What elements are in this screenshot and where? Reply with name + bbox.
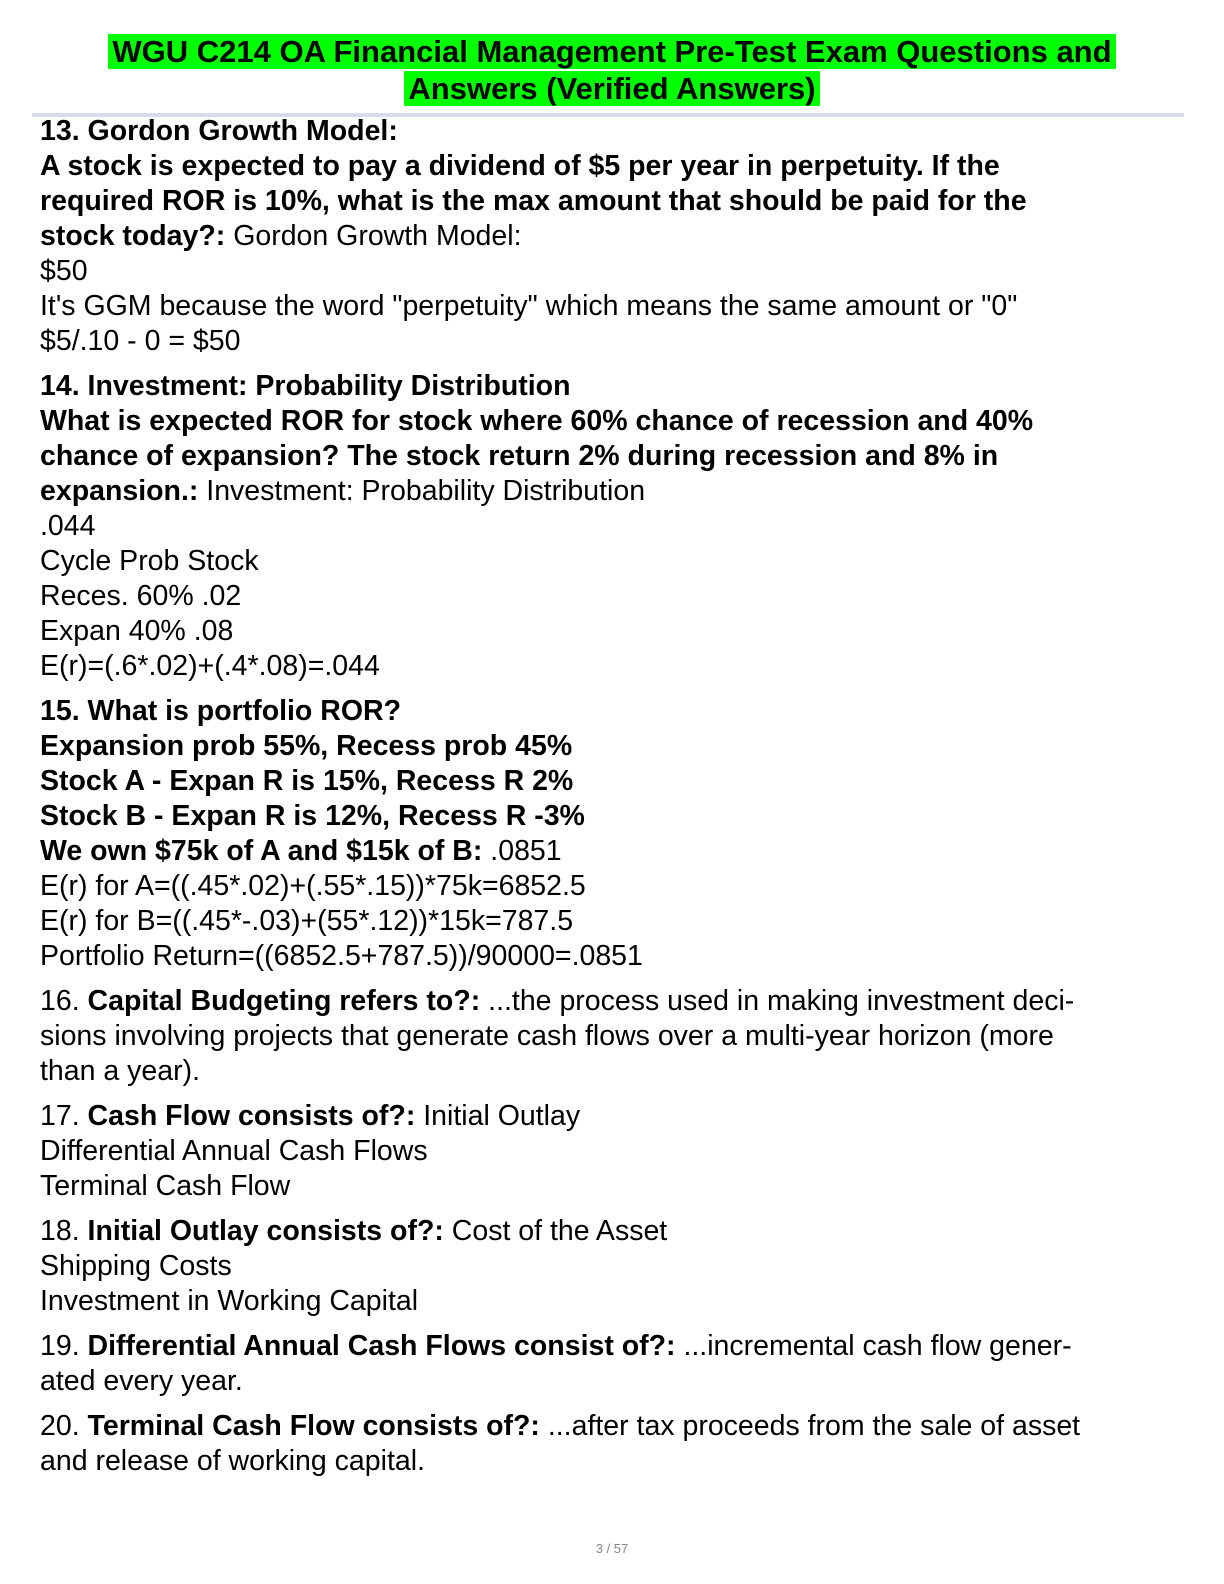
qa-content [40, 114, 1190, 1489]
question-text: A stock is expected to pay a dividend of $5 per year in perpetuity. If the [40, 150, 1000, 182]
question-text: required ROR is 10%, what is the max amount that should be paid for the [40, 185, 1027, 217]
question-text: Initial Outlay consists of?: [87, 1215, 444, 1247]
answer-text: sions involving projects that generate cash flows over a multi-year horizon (more [40, 1020, 1054, 1052]
answer-text: ...after tax proceeds from the sale of asset [539, 1410, 1081, 1442]
answer-text: Shipping Costs [40, 1250, 232, 1282]
qa-item-13 [40, 114, 1190, 359]
question-text: Expansion prob 55%, Recess prob 45% [40, 730, 573, 762]
answer-text: It's GGM because the word "perpetuity" which means the same amount or "0" [40, 290, 1018, 322]
question-text: chance of expansion? The stock return 2% during recession and 8% in [40, 440, 999, 472]
qa-item-19 [40, 1329, 1190, 1399]
answer-text: Initial Outlay [415, 1100, 581, 1132]
answer-text: than a year). [40, 1055, 201, 1087]
answer-text: Cost of the Asset [443, 1215, 668, 1247]
answer-text: Investment in Working Capital [40, 1285, 419, 1317]
item-number: 16. [40, 985, 80, 1017]
qa-item-14 [40, 369, 1190, 684]
answer-text: Differential Annual Cash Flows [40, 1135, 428, 1167]
answer-text: E(r) for B=((.45*-.03)+(55*.12))*15k=787.5 [40, 905, 574, 937]
page-number: 3 / 57 [595, 1541, 629, 1556]
answer-text: Investment: Probability Distribution [198, 475, 646, 507]
answer-text: E(r) for A=((.45*.02)+(.55*.15))*75k=6852.5 [40, 870, 586, 902]
answer-text: Terminal Cash Flow [40, 1170, 291, 1202]
answer-text: Portfolio Return=((6852.5+787.5))/90000=.0851 [40, 940, 643, 972]
question-text: We own $75k of A and $15k of B: [40, 835, 483, 867]
question-text: Stock B - Expan R is 12%, Recess R -3% [40, 800, 585, 832]
qa-item-17 [40, 1099, 1190, 1204]
item-number: 17. [40, 1100, 80, 1132]
question-title: What is portfolio ROR? [87, 695, 402, 727]
answer-text: $50 [40, 255, 88, 287]
answer-text: Reces. 60% .02 [40, 580, 242, 612]
question-text: Differential Annual Cash Flows consist of?: [87, 1330, 676, 1362]
question-text: Capital Budgeting refers to?: [87, 985, 481, 1017]
question-text: What is expected ROR for stock where 60% chance of recession and 40% [40, 405, 1034, 437]
item-number: 15. [40, 695, 80, 727]
answer-text: .0851 [482, 835, 562, 867]
answer-text: E(r)=(.6*.02)+(.4*.08)=.044 [40, 650, 380, 682]
document-header [0, 0, 1224, 107]
qa-item-20 [40, 1409, 1190, 1479]
question-text: Terminal Cash Flow consists of?: [87, 1410, 540, 1442]
qa-item-18 [40, 1214, 1190, 1319]
answer-text: Expan 40% .08 [40, 615, 234, 647]
question-title: Investment: Probability Distribution [87, 370, 571, 402]
question-text: stock today?: [40, 220, 226, 252]
answer-text: $5/.10 - 0 = $50 [40, 325, 241, 357]
answer-text: ated every year. [40, 1365, 243, 1397]
qa-item-15 [40, 694, 1190, 974]
answer-text: .044 [40, 510, 96, 542]
question-text: Cash Flow consists of?: [87, 1100, 416, 1132]
item-number: 14. [40, 370, 80, 402]
answer-text: Cycle Prob Stock [40, 545, 259, 577]
answer-text: and release of working capital. [40, 1445, 425, 1477]
document-title-line-2: Answers (Verified Answers) [404, 71, 819, 106]
answer-text: ...incremental cash flow gener- [675, 1330, 1072, 1362]
item-number: 13. [40, 115, 80, 147]
item-number: 20. [40, 1410, 80, 1442]
question-text: Stock A - Expan R is 15%, Recess R 2% [40, 765, 574, 797]
qa-item-16 [40, 984, 1190, 1089]
question-title: Gordon Growth Model: [87, 115, 398, 147]
answer-text: Gordon Growth Model: [225, 220, 522, 252]
answer-text: ...the process used in making investment deci- [480, 985, 1075, 1017]
document-title-line-1: WGU C214 OA Financial Management Pre-Test Exam Questions and [108, 34, 1115, 69]
item-number: 19. [40, 1330, 80, 1362]
question-text: expansion.: [40, 475, 199, 507]
item-number: 18. [40, 1215, 80, 1247]
